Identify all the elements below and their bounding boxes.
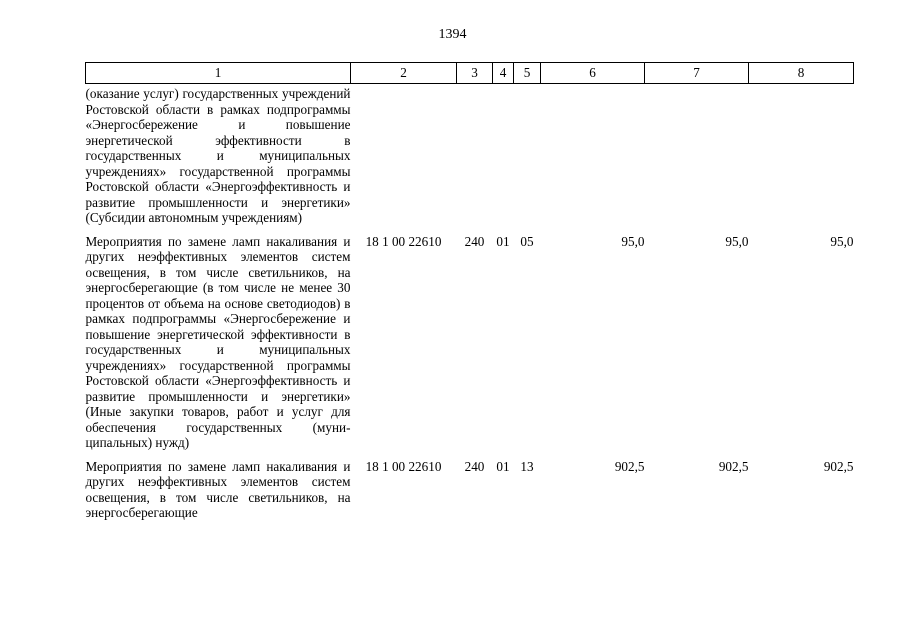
row-amount-2: 902,5 [718, 458, 749, 474]
row-description: (оказание услуг) государственных учреждений Ростовской области в рамках подпрограммы «Энергосбережение и повышение энергетической эффективности в государственных и муниципальных учреждениях» государственной программы Ростовской области «Энергоэффективность и развитие промышленности и энергетики» (Субсидии автономным учреждениям) [85, 86, 351, 225]
row-amount-3: 902,5 [823, 458, 854, 474]
row-target-article [351, 84, 457, 234]
table-row [86, 459, 854, 521]
column-header-2: 2 [351, 63, 457, 84]
row-section: 01 [496, 458, 510, 474]
column-header-8: 8 [749, 63, 854, 84]
column-header-7: 7 [645, 63, 749, 84]
row-expense-type [457, 84, 493, 234]
column-header-4: 4 [493, 63, 514, 84]
row-expense-type: 240 [464, 458, 485, 474]
column-header-3: 3 [457, 63, 493, 84]
row-amount-3 [749, 84, 854, 234]
row-description: Мероприятия по замене ламп накаливания и других неэффективных элементов систем освещения, в том числе светильников, на энергосберегающие [85, 458, 351, 520]
row-target-article: 18 1 00 22610 [365, 458, 442, 474]
row-description: Мероприятия по замене ламп накаливания и других неэффективных элементов систем освещения, в том числе светильников, на энергосберегающие (в том числе не менее 30 процентов от объема на основе светодиодов) в рамках подпрограммы «Энергосбережение и повышение энергетической эффективности в государственных и муниципальных учреждениях» государственной программы Ростовской области «Энергоэффективность и развитие промышленности и энергетики» (Иные закупки товаров, работ и услуг для обеспечения государственных (муниципальных) нужд) [85, 233, 351, 450]
row-section [493, 84, 514, 234]
column-header-6: 6 [541, 63, 645, 84]
row-subsection [514, 84, 541, 234]
row-subsection: 13 [520, 458, 534, 474]
row-target-article: 18 1 00 22610 [365, 233, 442, 249]
row-amount-1 [541, 84, 645, 234]
row-section: 01 [496, 233, 510, 249]
row-expense-type: 240 [464, 233, 485, 249]
column-header-5: 5 [514, 63, 541, 84]
budget-table [85, 62, 854, 521]
row-subsection: 05 [520, 233, 534, 249]
row-amount-1: 902,5 [614, 458, 645, 474]
table-row [86, 84, 854, 234]
column-header-1: 1 [86, 63, 351, 84]
row-amount-2 [645, 84, 749, 234]
row-amount-1: 95,0 [621, 233, 645, 249]
page-number: 1394 [438, 27, 467, 42]
table-row [86, 234, 854, 459]
row-amount-2: 95,0 [725, 233, 749, 249]
row-amount-3: 95,0 [830, 233, 854, 249]
table-header-row [86, 63, 854, 84]
